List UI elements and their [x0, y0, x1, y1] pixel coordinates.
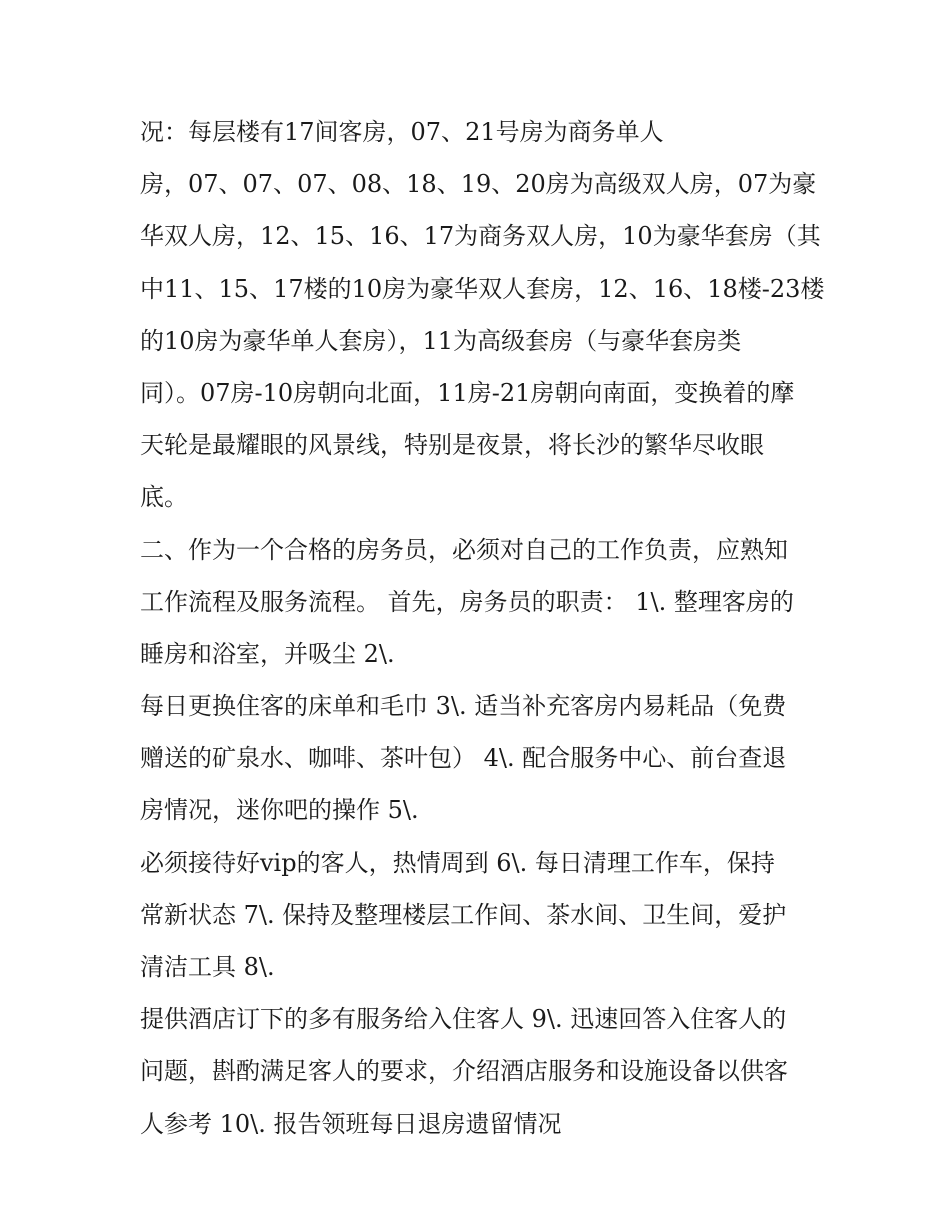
text-line: 的10房为豪华单人套房），11为高级套房（与豪华套房类 — [140, 326, 742, 355]
text-line: 提供酒店订下的多有服务给入住客人 9\. 迅速回答入住客人的 — [140, 1005, 787, 1034]
text-line: 问题，斟酌满足客人的要求，介绍酒店服务和设施设备以供客 — [140, 1057, 788, 1086]
text-line: 房，07、07、07、08、18、19、20房为高级双人房，07为豪 — [140, 170, 817, 199]
text-line: 每日更换住客的床单和毛巾 3\. 适当补充客房内易耗品（免费 — [140, 692, 787, 721]
text-line: 天轮是最耀眼的风景线，特别是夜景，将长沙的繁华尽收眼 — [140, 431, 764, 460]
text-line: 清洁工具 8\. — [140, 953, 275, 981]
document-body — [140, 106, 830, 1150]
text-line: 工作流程及服务流程。 首先，房务员的职责： 1\. 整理客房的 — [140, 587, 794, 616]
text-line: 况：每层楼有17间客房，07、21号房为商务单人 — [140, 118, 664, 146]
text-line: 房情况，迷你吧的操作 5\. — [140, 796, 419, 825]
text-line: 二、作为一个合格的房务员，必须对自己的工作负责，应熟知 — [140, 535, 788, 564]
text-line: 赠送的矿泉水、咖啡、茶叶包） 4\. 配合服务中心、前台查退 — [140, 744, 787, 773]
text-line: 中11、15、17楼的10房为豪华双人套房，12、16、18楼-23楼 — [140, 274, 825, 303]
text-line: 必须接待好vip的客人，热情周到 6\. 每日清理工作车，保持 — [140, 848, 775, 877]
text-line: 华双人房，12、15、16、17为商务双人房，10为豪华套房（其 — [140, 222, 821, 251]
text-line: 人参考 10\. 报告领班每日退房遗留情况 — [140, 1109, 562, 1138]
text-line: 睡房和浴室，并吸尘 2\. — [140, 639, 395, 668]
text-line: 常新状态 7\. 保持及整理楼层工作间、茶水间、卫生间，爱护 — [140, 900, 787, 929]
text-line: 同）。07房-10房朝向北面，11房-21房朝向南面，变换着的摩 — [140, 378, 795, 407]
text-line: 底。 — [140, 483, 188, 512]
